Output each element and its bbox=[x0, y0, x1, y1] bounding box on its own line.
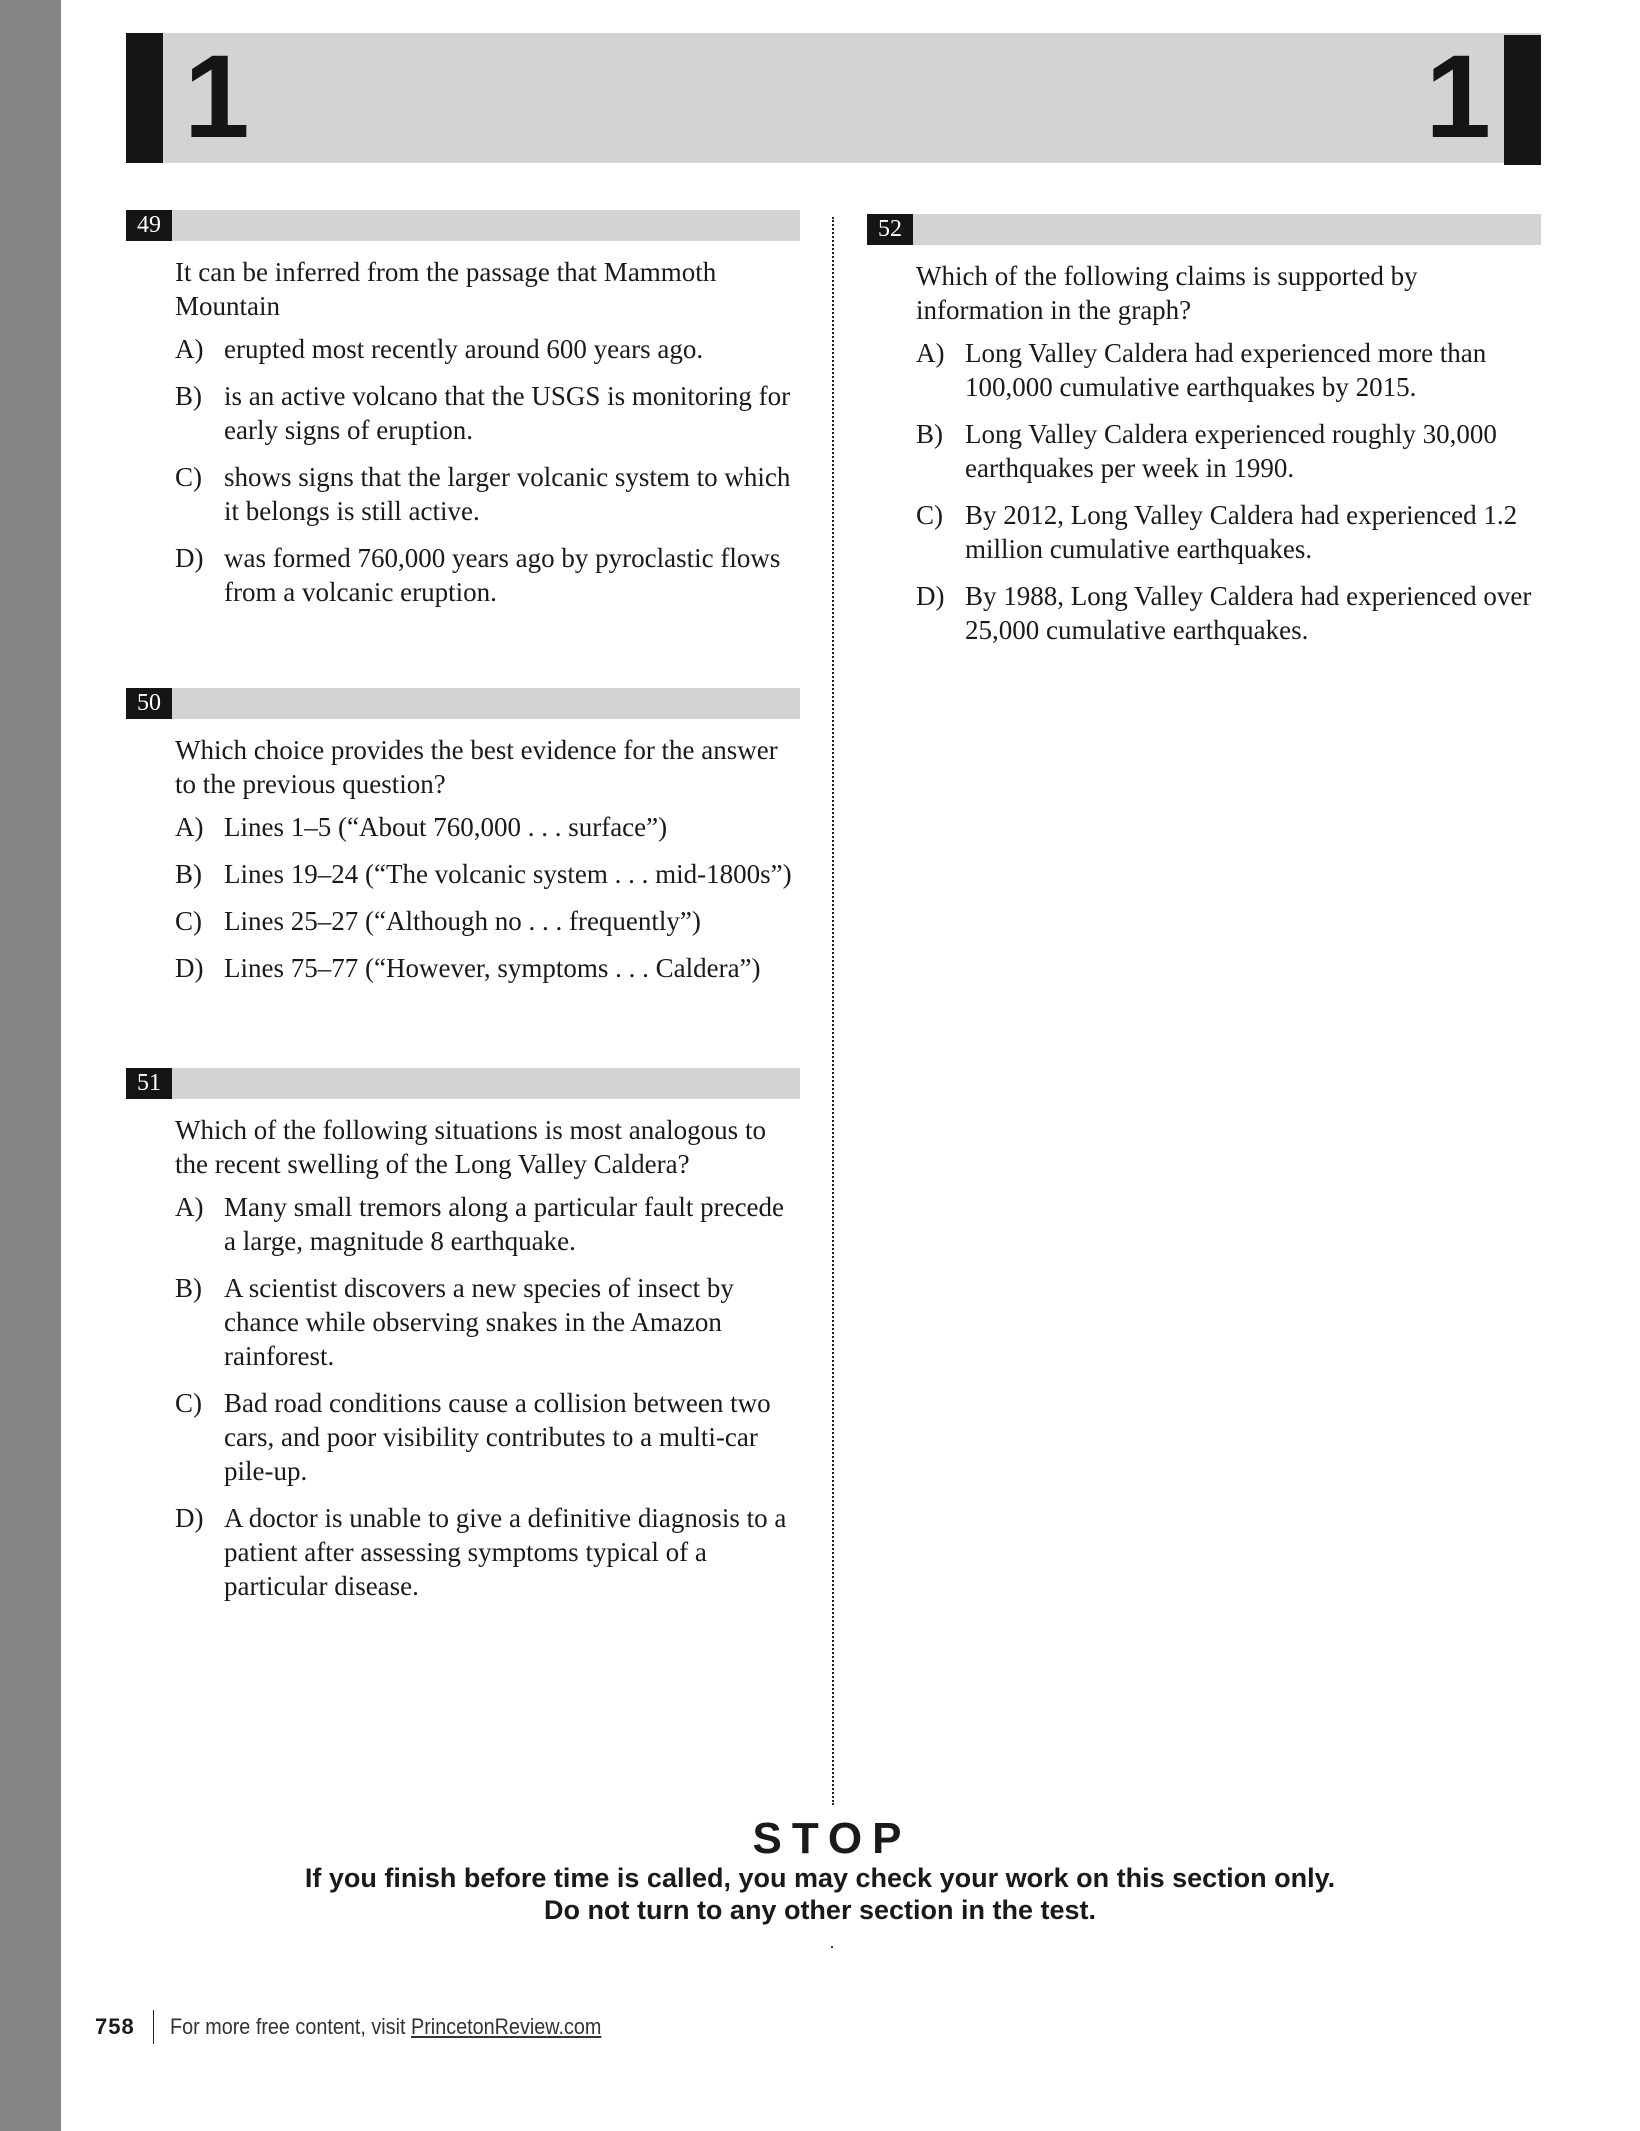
question-bar bbox=[126, 210, 800, 241]
footer-label: For more free content, visit bbox=[169, 2014, 411, 2039]
question-52 bbox=[867, 214, 1541, 660]
option-text: Bad road conditions cause a collision between two cars, and poor visibility contributes to a multi-car pile-up. bbox=[224, 1388, 771, 1486]
stop-instruction-2: Do not turn to any other section in the test. bbox=[543, 1895, 1096, 1925]
question-51 bbox=[126, 1068, 800, 1616]
answer-option[interactable] bbox=[175, 904, 800, 938]
answer-option[interactable] bbox=[916, 417, 1541, 485]
answer-option[interactable] bbox=[175, 1190, 800, 1258]
center-dot bbox=[831, 1946, 833, 1948]
stop-instruction-1: If you finish before time is called, you may check your work on this section only. bbox=[304, 1863, 1336, 1893]
question-stem: It can be inferred from the passage that Mammoth Mountain bbox=[175, 257, 717, 321]
option-letter: B) bbox=[175, 859, 202, 889]
option-letter: A) bbox=[175, 334, 204, 364]
option-letter: A) bbox=[175, 1192, 204, 1222]
option-text: A doctor is unable to give a definitive diagnosis to a patient after assessing symptoms typical of a particular disease. bbox=[224, 1503, 787, 1601]
option-text: Lines 1–5 (“About 760,000 . . . surface”) bbox=[224, 812, 668, 842]
page-number: 758 bbox=[95, 2014, 135, 2039]
option-text: A scientist discovers a new species of insect by chance while observing snakes in the Amazon rainforest. bbox=[224, 1273, 734, 1371]
option-text: Long Valley Caldera experienced roughly 30,000 earthquakes per week in 1990. bbox=[965, 419, 1497, 483]
option-letter: D) bbox=[175, 953, 204, 983]
answer-option[interactable] bbox=[175, 1386, 800, 1488]
option-letter: A) bbox=[916, 338, 945, 368]
header-right-bar bbox=[1504, 35, 1541, 165]
question-bar bbox=[867, 214, 1541, 245]
footer bbox=[95, 2010, 649, 2044]
question-number: 51 bbox=[126, 1068, 172, 1099]
option-letter: D) bbox=[175, 1503, 204, 1533]
stop-title: STOP bbox=[752, 1814, 912, 1863]
option-text: erupted most recently around 600 years ago. bbox=[224, 334, 704, 364]
answer-option[interactable] bbox=[175, 332, 800, 366]
question-number: 50 bbox=[126, 688, 172, 719]
section-header bbox=[126, 33, 1541, 163]
answer-option[interactable] bbox=[175, 1501, 800, 1603]
option-letter: B) bbox=[175, 381, 202, 411]
question-stem: Which of the following situations is most analogous to the recent swelling of the Long Valley Caldera? bbox=[175, 1115, 766, 1179]
option-letter: C) bbox=[175, 906, 202, 936]
question-bar bbox=[126, 688, 800, 719]
answer-option[interactable] bbox=[175, 951, 800, 985]
option-letter: D) bbox=[916, 581, 945, 611]
answer-option[interactable] bbox=[175, 857, 800, 891]
column-divider bbox=[832, 217, 834, 1805]
footer-divider bbox=[153, 2010, 154, 2044]
option-text: Many small tremors along a particular fault precede a large, magnitude 8 earthquake. bbox=[224, 1192, 785, 1256]
option-letter: A) bbox=[175, 812, 204, 842]
option-letter: C) bbox=[916, 500, 943, 530]
question-50 bbox=[126, 688, 800, 998]
option-text: Lines 75–77 (“However, symptoms . . . Caldera”) bbox=[224, 953, 761, 983]
footer-text bbox=[170, 2013, 601, 2041]
option-text: Lines 19–24 (“The volcanic system . . . mid-1800s”) bbox=[224, 859, 792, 889]
question-stem: Which choice provides the best evidence for the answer to the previous question? bbox=[175, 735, 778, 799]
header-left-bar bbox=[126, 33, 163, 163]
option-text: By 2012, Long Valley Caldera had experienced 1.2 million cumulative earthquakes. bbox=[965, 500, 1518, 564]
option-letter: D) bbox=[175, 543, 204, 573]
option-letter: B) bbox=[175, 1273, 202, 1303]
question-stem: Which of the following claims is supported by information in the graph? bbox=[916, 261, 1418, 325]
answer-option[interactable] bbox=[916, 579, 1541, 647]
question-number: 49 bbox=[126, 210, 172, 241]
option-text: Long Valley Caldera had experienced more than 100,000 cumulative earthquakes by 2015. bbox=[965, 338, 1487, 402]
section-number-left: 1 bbox=[184, 31, 250, 163]
answer-option[interactable] bbox=[916, 336, 1541, 404]
question-49 bbox=[126, 210, 800, 622]
answer-option[interactable] bbox=[175, 460, 800, 528]
option-letter: C) bbox=[175, 1388, 202, 1418]
option-letter: C) bbox=[175, 462, 202, 492]
option-text: is an active volcano that the USGS is monitoring for early signs of eruption. bbox=[224, 381, 791, 445]
answer-option[interactable] bbox=[175, 1271, 800, 1373]
option-text: was formed 760,000 years ago by pyroclastic flows from a volcanic eruption. bbox=[224, 543, 781, 607]
question-bar bbox=[126, 1068, 800, 1099]
question-number: 52 bbox=[867, 214, 913, 245]
option-text: shows signs that the larger volcanic system to which it belongs is still active. bbox=[224, 462, 791, 526]
answer-option[interactable] bbox=[175, 810, 800, 844]
section-number-right: 1 bbox=[1425, 31, 1491, 163]
answer-option[interactable] bbox=[175, 541, 800, 609]
option-text: Lines 25–27 (“Although no . . . frequently”) bbox=[224, 906, 701, 936]
answer-option[interactable] bbox=[916, 498, 1541, 566]
princeton-review-link[interactable]: PrincetonReview.com bbox=[410, 2014, 602, 2039]
option-text: By 1988, Long Valley Caldera had experienced over 25,000 cumulative earthquakes. bbox=[965, 581, 1532, 645]
answer-option[interactable] bbox=[175, 379, 800, 447]
option-letter: B) bbox=[916, 419, 943, 449]
